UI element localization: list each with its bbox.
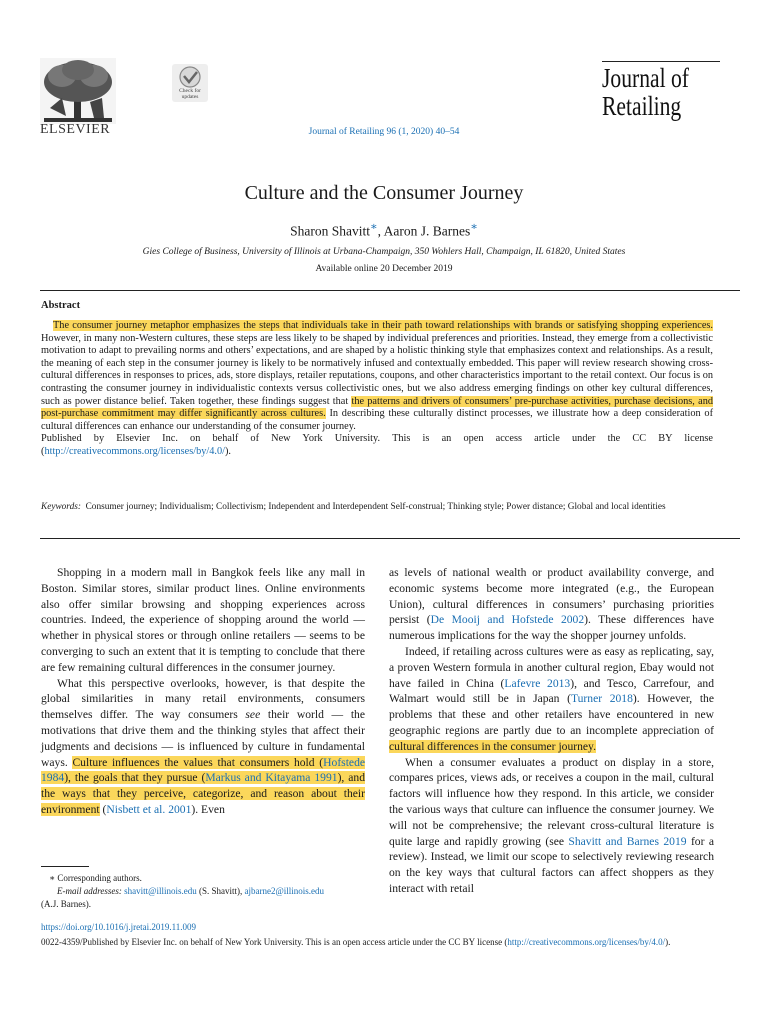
abstract-text-segment: In describing these culturally distinct processes, we illustrate how a deep consideration of cultural differences can enhance our understanding of the consumer journey.: [41, 408, 713, 432]
author-separator: ,: [377, 223, 384, 239]
author-list: [0, 220, 768, 240]
publisher-name: ELSEVIER: [40, 122, 111, 137]
corresponding-note: ∗ Corresponding authors.: [49, 873, 142, 883]
keywords: [41, 501, 713, 513]
journal-citation-link[interactable]: Journal of Retailing 96 (1, 2020) 40–54: [308, 127, 460, 137]
keywords-label: Keywords:: [41, 502, 81, 512]
available-online-date: Available online 20 December 2019: [315, 264, 453, 274]
citation-link[interactable]: Shavitt and Barnes 2019: [568, 834, 687, 848]
email-link[interactable]: shavitt@illinois.edu: [124, 886, 197, 896]
citation-link[interactable]: De Mooij and Hofstede 2002: [430, 613, 585, 627]
citation-link[interactable]: Nisbett et al. 2001: [106, 802, 192, 816]
citation-link[interactable]: Turner 2018: [570, 692, 633, 706]
published-by-text-end: ).: [224, 445, 231, 457]
emphasis-text: see: [245, 708, 261, 722]
journal-title-line2: Retailing: [602, 91, 682, 121]
email-line: [41, 885, 371, 898]
author-name: Aaron J. Barnes: [383, 223, 471, 239]
license-footer: [41, 936, 719, 949]
license-link[interactable]: http://creativecommons.org/licenses/by/4.0/: [507, 937, 666, 947]
highlighted-text: The consumer journey metaphor emphasizes the steps that individuals take in their path toward relationships with brands or satisfying shopping experiences.: [53, 320, 713, 331]
abstract-text-segment: However, in many non-Western cultures, these steps are less likely to be shaped by individual preferences and priorities. Instead, they emerge from a collectivistic motivation to adapt to prevailing norms and others’ expectations, and are shaped by a holistic thinking style that emphasizes context and relationships. As a result, the meaning of each step in the consumer journey is likely to be normatively infused and contextually embedded. This paper will review research showing cross-cultural differences in responses to prices, ads, store displays, retailer reputations, coupons, and other characteristics important to the retail context. Our focus is on contrasting the consumer journey in individualistic contexts versus collectivistic ones, but we also address emerging findings on other key cultural differences, such as power distance belief. Taken together, these findings suggest that: [41, 332, 713, 407]
text-segment: ). However, the problems that these and other retailers have encountered in new geographic regions are partly due to an incomplete appreciation of: [389, 692, 714, 737]
paragraph: [389, 755, 714, 897]
check-for-updates-label[interactable]: Check for updates: [179, 88, 201, 100]
citation-link[interactable]: Markus and Kitayama 1991: [205, 771, 338, 785]
license-link[interactable]: http://creativecommons.org/licenses/by/4.0/: [44, 445, 225, 457]
text-segment: ), and Tesco, Carrefour, and Walmart would still be in Japan (: [389, 676, 715, 706]
text-segment: Culture influences the values that consumers hold (: [72, 755, 324, 769]
highlighted-text: the patterns and drivers of consumers’ pre-purchase activities, purchase decisions, and post-purchase commitment may differ significantly across cultures.: [41, 395, 713, 420]
author-affiliation: Gies College of Business, University of Illinois at Urbana-Champaign, 350 Wohlers Hall, Champaign, IL 61820, United States: [142, 247, 626, 257]
corresponding-author-marker[interactable]: ∗: [470, 221, 478, 233]
body-column-left: [41, 565, 365, 818]
text-segment: When a consumer evaluates a product on display in a store, compares prices, views ads, or receives a coupon in the mail, cultural factors will influence how they respond. In this article, we consider the various ways that culture can influence the consumer journey. We will not be comprehensive; the relevant cross-cultural literature is quite large and rapidly growing (see: [389, 755, 714, 848]
text-segment: ). Even: [191, 802, 225, 816]
email-owner-line: (A.J. Barnes).: [41, 899, 91, 909]
text-segment: Indeed, if retailing across cultures were as easy as replicating, say, a proven Western formula in another cultural region, Ebay would not have failed in China (: [389, 644, 714, 690]
abstract-heading: Abstract: [41, 300, 81, 311]
text-segment: What this perspective overlooks, however, is that despite the global similarities in many retail environments, consumers themselves differ. The way consumers: [41, 676, 365, 722]
footnote-rule: [41, 866, 89, 867]
published-by-text: Published by Elsevier Inc. on behalf of New York University. This is an open access article under the CC BY license (: [41, 433, 713, 457]
section-divider: [40, 290, 740, 291]
doi-link[interactable]: https://doi.org/10.1016/j.jretai.2019.11.009: [41, 922, 196, 932]
text-segment: for a review). Instead, we limit our scope to selectively reviewing research on the key ways that cultural factors can affect shoppers as they interact with retail: [389, 834, 714, 895]
text-segment: their world — the motivations that drive them and the thinking styles that affect their judgments and decisions — is influenced by culture in fundamental ways.: [41, 708, 365, 769]
citation-link[interactable]: Hofstede 1984: [41, 755, 366, 785]
paper-title: Culture and the Consumer Journey: [244, 182, 524, 204]
body-column-right: [389, 565, 714, 897]
keywords-list: Consumer journey; Individualism; Collectivism; Independent and Interdependent Self-construal; Thinking style; Power distance; Global and local identities: [85, 502, 666, 512]
journal-title-rule: [602, 61, 720, 62]
text-segment: (: [99, 802, 107, 816]
text-segment: ), the goals that they pursue (: [64, 771, 206, 785]
journal-title-line1: Journal of: [602, 63, 689, 93]
paragraph: [389, 565, 714, 644]
footnote: [41, 872, 371, 911]
journal-title: [602, 64, 689, 120]
email-label: E-mail addresses:: [57, 886, 122, 896]
paragraph: Shopping in a modern mall in Bangkok feels like any mall in Boston. Similar stores, similar product lines. Online environments also offer similar browsing and shopping experiences across countries. Indeed, the experience of shopping around the world — whether in physical stores or through online retailers — seems to be converging to such an extent that it is tempting to conclude that there are few remaining cultural differences in the consumer journey.: [41, 566, 365, 674]
license-text: 0022-4359/Published by Elsevier Inc. on behalf of New York University. This is an open access article under the CC BY license (: [41, 937, 508, 947]
citation-link[interactable]: Lafevre 2013: [504, 676, 571, 690]
email-link[interactable]: ajbarne2@illinois.edu: [244, 886, 325, 896]
text-segment: as levels of national wealth or product availability converge, and economic systems become more integrated (e.g., the European Union), cultural differences in consumers’ purchasing priorities persist (: [389, 566, 714, 627]
license-text-end: ).: [665, 937, 671, 947]
email-owner: (S. Shavitt),: [196, 886, 245, 896]
highlighted-text: cultural differences in the consumer journey.: [389, 739, 596, 753]
corresponding-author-marker[interactable]: ∗: [369, 221, 378, 233]
section-divider: [40, 538, 740, 539]
abstract-text: [41, 320, 713, 459]
text-segment: ), and the ways that they perceive, categorize, and reason about their environment: [41, 771, 365, 816]
paragraph: [41, 676, 365, 818]
text-segment: ). These differences have numerous implications for the way the shopper journey unfolds.: [389, 613, 714, 643]
paragraph: [389, 644, 714, 755]
author-name: Sharon Shavitt: [290, 223, 370, 239]
